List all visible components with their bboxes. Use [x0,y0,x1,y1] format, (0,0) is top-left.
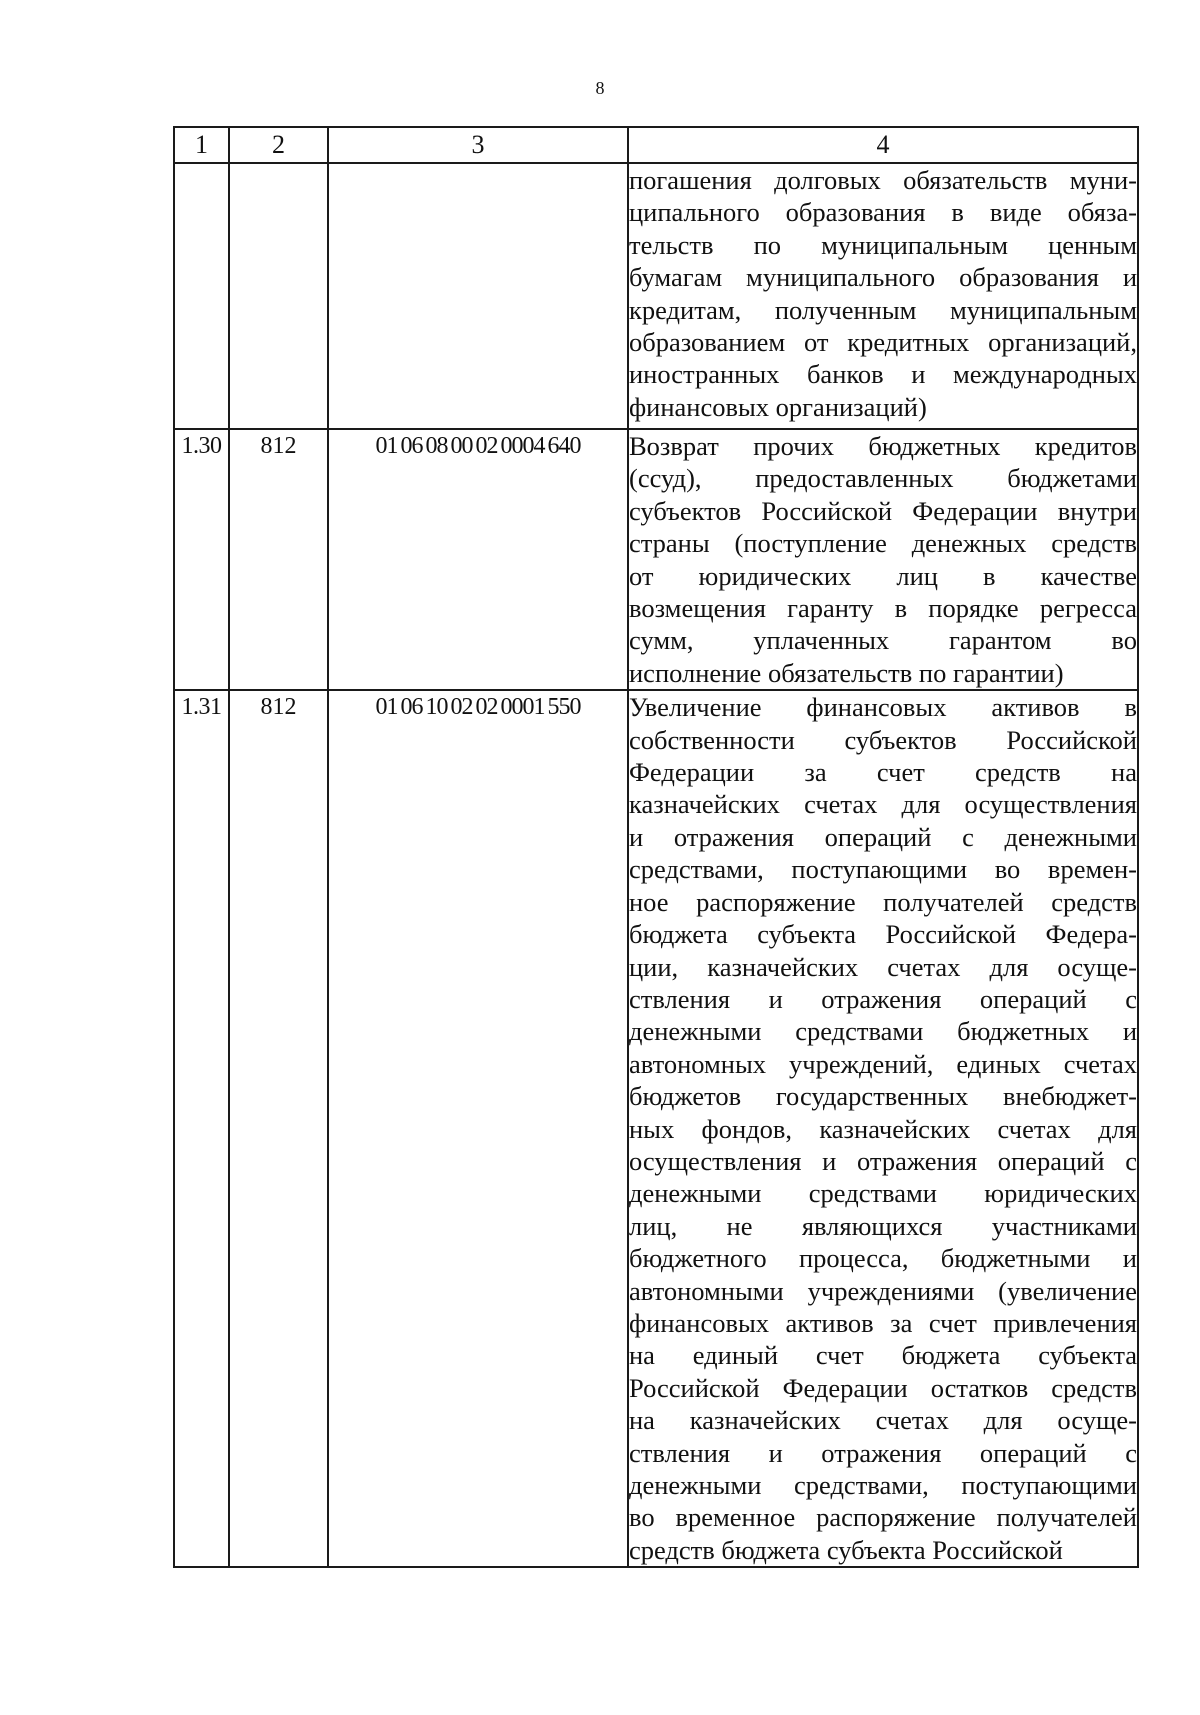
row-description [628,690,1138,1567]
admin-code: 812 [229,429,328,690]
description-line: иностранных банков и международных [629,359,1137,390]
description-line: во временное распоряжение получателей [629,1502,1137,1533]
description-line: образованием от кредитных организаций, [629,327,1137,358]
row-number: 1.30 [174,429,229,690]
row-description [628,163,1138,429]
description-line: от юридических лиц в качестве [629,560,1137,591]
description-line: бюджета субъекта Российской Федера- [629,919,1137,950]
row-description [628,429,1138,690]
description-line: бюджетов государственных внебюджет- [629,1081,1137,1112]
description-line: лиц, не являющихся участниками [629,1210,1137,1241]
description-line: Российской Федерации остатков средств [629,1372,1137,1403]
description-line: на казначейских счетах для осуще- [629,1405,1137,1436]
description-line: денежными средствами, поступающими [629,1470,1137,1500]
description-line: погашения долговых обязательств муни- [629,165,1137,195]
budget-classification-code [328,163,628,429]
budget-classification-code: 01 06 08 00 02 0004 640 [328,429,628,690]
admin-code: 812 [229,690,328,1567]
description-line: финансовых организаций) [629,391,927,422]
table-row [174,690,1138,1567]
description-line: средствами, поступающими во времен- [629,854,1137,885]
description-line: финансовых активов за счет привлечения [629,1307,1137,1338]
description-line: на единый счет бюджета субъекта [629,1340,1137,1371]
description-line: Возврат прочих бюджетных кредитов [629,431,1137,461]
header-col-2: 2 [229,127,328,163]
description-line: средств бюджета субъекта Российской [629,1534,1063,1565]
header-col-4: 4 [628,127,1138,163]
description-line: сумм, уплаченных гарантом во [629,625,1137,656]
admin-code [229,163,328,429]
description-line: исполнение обязательств по гарантии) [629,657,1064,688]
row-number: 1.31 [174,690,229,1567]
description-line: денежными средствами юридических [629,1178,1137,1209]
header-col-1: 1 [174,127,229,163]
description-line: бюджетного процесса, бюджетными и [629,1243,1137,1274]
description-line: и отражения операций с денежными [629,821,1137,852]
page-number: 8 [595,78,605,98]
description-line: осуществления и отражения операций с [629,1145,1137,1176]
description-line: денежными средствами бюджетных и [629,1016,1137,1047]
header-col-3: 3 [328,127,628,163]
budget-codes-table [173,126,1139,1568]
description-line: ции, казначейских счетах для осуще- [629,951,1137,982]
description-line: бумагам муниципального образования и [629,262,1137,293]
description-line: Федерации за счет средств на [629,757,1137,788]
description-line: тельств по муниципальным ценным [629,229,1137,260]
description-line: автономными учреждениями (увеличение [629,1275,1137,1306]
table-row [174,429,1138,690]
description-line: ное распоряжение получателей средств [629,886,1137,917]
description-line: автономных учреждений, единых счетах [629,1048,1137,1079]
description-line: ципального образования в виде обяза- [629,197,1137,228]
row-number [174,163,229,429]
description-line: страны (поступление денежных средств [629,528,1137,559]
budget-classification-code: 01 06 10 02 02 0001 550 [328,690,628,1567]
description-line: (ссуд), предоставленных бюджетами [629,463,1137,494]
table-row [174,163,1138,429]
description-line: Увеличение финансовых активов в [629,692,1137,723]
description-line: ствления и отражения операций с [629,983,1137,1014]
description-line: казначейских счетах для осуществления [629,789,1137,820]
description-line: собственности субъектов Российской [629,724,1137,755]
description-line: субъектов Российской Федерации внутри [629,495,1137,526]
description-line: возмещения гаранту в порядке регресса [629,593,1137,624]
description-line: ствления и отражения операций с [629,1437,1137,1468]
description-line: кредитам, полученным муниципальным [629,294,1137,325]
description-line: ных фондов, казначейских счетах для [629,1113,1137,1144]
table-header-row [174,127,1138,163]
